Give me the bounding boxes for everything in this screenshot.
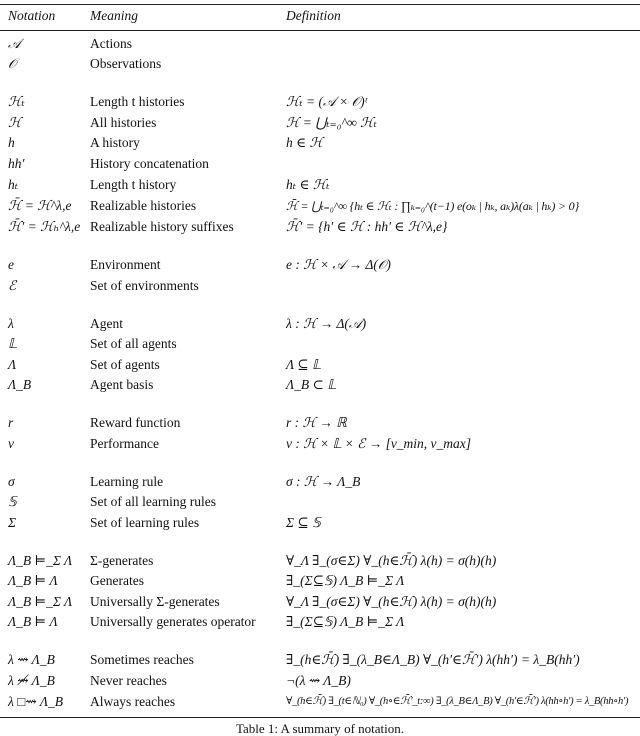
- table-row: [0, 175, 640, 195]
- notation-cell: r: [8, 415, 14, 430]
- table-row: [0, 255, 640, 275]
- table-row: [0, 133, 640, 153]
- meaning-cell: All histories: [90, 115, 157, 130]
- table-row: [0, 113, 640, 133]
- table-row: [0, 612, 640, 632]
- definition-cell: ∃_(Σ⊆𝕊) Λ_B ⊨_Σ Λ: [286, 573, 405, 588]
- table-row: [0, 217, 640, 237]
- table-row: [0, 434, 640, 454]
- definition-cell: ∃_(h∈ℋ̄) ∃_(λ_B∈Λ_B) ∀_(h′∈ℋ̄′) λ(hh′) = λ_B(hh′): [286, 652, 580, 667]
- meaning-cell: Σ-generates: [90, 553, 154, 568]
- meaning-cell: Universally Σ-generates: [90, 594, 220, 609]
- meaning-cell: Realizable history suffixes: [90, 219, 234, 234]
- table-row: [0, 334, 640, 354]
- meaning-cell: Set of learning rules: [90, 515, 200, 530]
- definition-cell: ℋₜ = (𝒜 × 𝒪)ᵗ: [286, 94, 367, 109]
- notation-cell: 𝕃: [8, 336, 17, 351]
- meaning-cell: Agent basis: [90, 377, 154, 392]
- definition-cell: ℋ = ⋃ₜ₌₀^∞ ℋₜ: [286, 115, 377, 130]
- meaning-cell: Set of agents: [90, 357, 160, 372]
- notation-cell: σ: [8, 474, 15, 489]
- table-row: [0, 154, 640, 174]
- table-row: [0, 276, 640, 296]
- definition-cell: Σ ⊆ 𝕊: [286, 515, 321, 530]
- meaning-cell: Set of all learning rules: [90, 494, 216, 509]
- definition-cell: ∀_(h∈ℋ̄) ∃_(t∈ℕ₀) ∀_(h∘∈ℋ̄′_t:∞) ∃_(λ_B∈Λ_B) ∀_(h′∈ℋ̄′) λ(hh∘h′) = λ_B(hh∘h′): [286, 696, 629, 707]
- notation-cell: Λ_B ⊨ Λ: [8, 614, 58, 629]
- notation-cell: λ: [8, 316, 14, 331]
- definition-cell: r : ℋ → ℝ: [286, 415, 347, 430]
- table-row: [0, 571, 640, 591]
- notation-cell: Σ: [8, 515, 17, 530]
- definition-cell: Λ_B ⊂ 𝕃: [286, 377, 337, 392]
- notation-cell: ℋ: [8, 115, 22, 130]
- notation-cell: 𝕊: [8, 494, 17, 509]
- definition-cell: h ∈ ℋ: [286, 135, 323, 150]
- meaning-cell: Reward function: [90, 415, 181, 430]
- definition-cell: ∀_Λ ∃_(σ∈Σ) ∀_(h∈ℋ̄) λ(h) = σ(h)(h): [286, 553, 497, 568]
- notation-cell: λ ⇝̸ Λ_B: [8, 673, 55, 688]
- table-row: [0, 513, 640, 533]
- table-row: [0, 492, 640, 512]
- meaning-cell: A history: [90, 135, 140, 150]
- definition-cell: σ : ℋ → Λ_B: [286, 474, 361, 489]
- definition-cell: ℋ̄ = ⋃ₜ₌₀^∞ {hₜ ∈ ℋₜ : ∏ₖ₌₀^(t−1) e(oₖ | hₖ, aₖ)λ(aₖ | hₖ) > 0}: [286, 199, 580, 213]
- meaning-cell: Realizable histories: [90, 198, 197, 213]
- header-meaning: Meaning: [90, 8, 138, 23]
- table-bottom-rule: [0, 717, 640, 718]
- meaning-cell: Length t history: [90, 177, 177, 192]
- notation-cell: λ □⇝ Λ_B: [8, 694, 63, 709]
- definition-cell: ℋ̄′ = {h′ ∈ ℋ : hh′ ∈ ℋ^λ,e}: [286, 219, 448, 234]
- meaning-cell: Set of all agents: [90, 336, 177, 351]
- definition-cell: Λ ⊆ 𝕃: [286, 357, 321, 372]
- definition-cell: ∀_Λ ∃_(σ∈Σ) ∀_(h∈ℋ) λ(h) = σ(h)(h): [286, 594, 497, 609]
- table-row: [0, 375, 640, 395]
- table-row: [0, 54, 640, 74]
- meaning-cell: Always reaches: [90, 694, 176, 709]
- notation-cell: λ ⇝ Λ_B: [8, 652, 55, 667]
- notation-cell: Λ_B ⊨ Λ: [8, 573, 58, 588]
- definition-cell: λ : ℋ → Δ(𝒜): [286, 316, 367, 331]
- table-row: [0, 692, 640, 712]
- meaning-cell: Performance: [90, 436, 159, 451]
- definition-cell: ∃_(Σ⊆𝕊) Λ_B ⊨_Σ Λ: [286, 614, 405, 629]
- table-row: [0, 671, 640, 691]
- table-caption: Table 1: A summary of notation.: [235, 721, 405, 736]
- notation-cell: e: [8, 257, 14, 272]
- meaning-cell: Universally generates operator: [90, 614, 256, 629]
- table-row: [0, 196, 640, 216]
- table-row: [0, 472, 640, 492]
- meaning-cell: Never reaches: [90, 673, 167, 688]
- notation-cell: Λ_B ⊨_Σ Λ: [8, 553, 73, 568]
- table-row: [0, 355, 640, 375]
- table-row: [0, 413, 640, 433]
- table-row: [0, 34, 640, 54]
- meaning-cell: Observations: [90, 56, 162, 71]
- definition-cell: v : ℋ × 𝕃 × ℰ → [v_min, v_max]: [286, 436, 472, 451]
- definition-cell: ¬(λ ⇝ Λ_B): [286, 673, 351, 688]
- definition-cell: e : ℋ × 𝒜 → Δ(𝒪): [286, 257, 391, 272]
- header-definition: Definition: [286, 8, 341, 23]
- meaning-cell: Agent: [90, 316, 123, 331]
- notation-cell: Λ_B: [8, 377, 32, 392]
- meaning-cell: Sometimes reaches: [90, 652, 194, 667]
- meaning-cell: Environment: [90, 257, 161, 272]
- table-row: [0, 650, 640, 670]
- meaning-cell: Set of environments: [90, 278, 199, 293]
- meaning-cell: Length t histories: [90, 94, 185, 109]
- notation-cell: ℋ̄ = ℋ^λ,e: [8, 198, 72, 213]
- notation-cell: ℋₜ: [8, 94, 25, 109]
- notation-cell: h: [8, 135, 15, 150]
- notation-cell: 𝒪: [8, 56, 17, 71]
- header-notation: Notation: [8, 8, 56, 23]
- notation-cell: Λ: [8, 357, 17, 372]
- meaning-cell: Actions: [90, 36, 132, 51]
- notation-cell: ℋ̄′ = ℋₕ^λ,e: [8, 219, 81, 234]
- meaning-cell: History concatenation: [90, 156, 209, 171]
- meaning-cell: Generates: [90, 573, 144, 588]
- notation-cell: Λ_B ⊨_Σ Λ: [8, 594, 73, 609]
- notation-cell: 𝒜: [8, 36, 21, 51]
- meaning-cell: Learning rule: [90, 474, 164, 489]
- notation-cell: hh′: [8, 156, 25, 171]
- notation-cell: ℰ: [8, 278, 17, 293]
- notation-cell: v: [8, 436, 14, 451]
- notation-cell: hₜ: [8, 177, 19, 192]
- table-row: [0, 314, 640, 334]
- table-row: [0, 551, 640, 571]
- table-row: [0, 592, 640, 612]
- definition-cell: hₜ ∈ ℋₜ: [286, 177, 330, 192]
- table-row: [0, 92, 640, 112]
